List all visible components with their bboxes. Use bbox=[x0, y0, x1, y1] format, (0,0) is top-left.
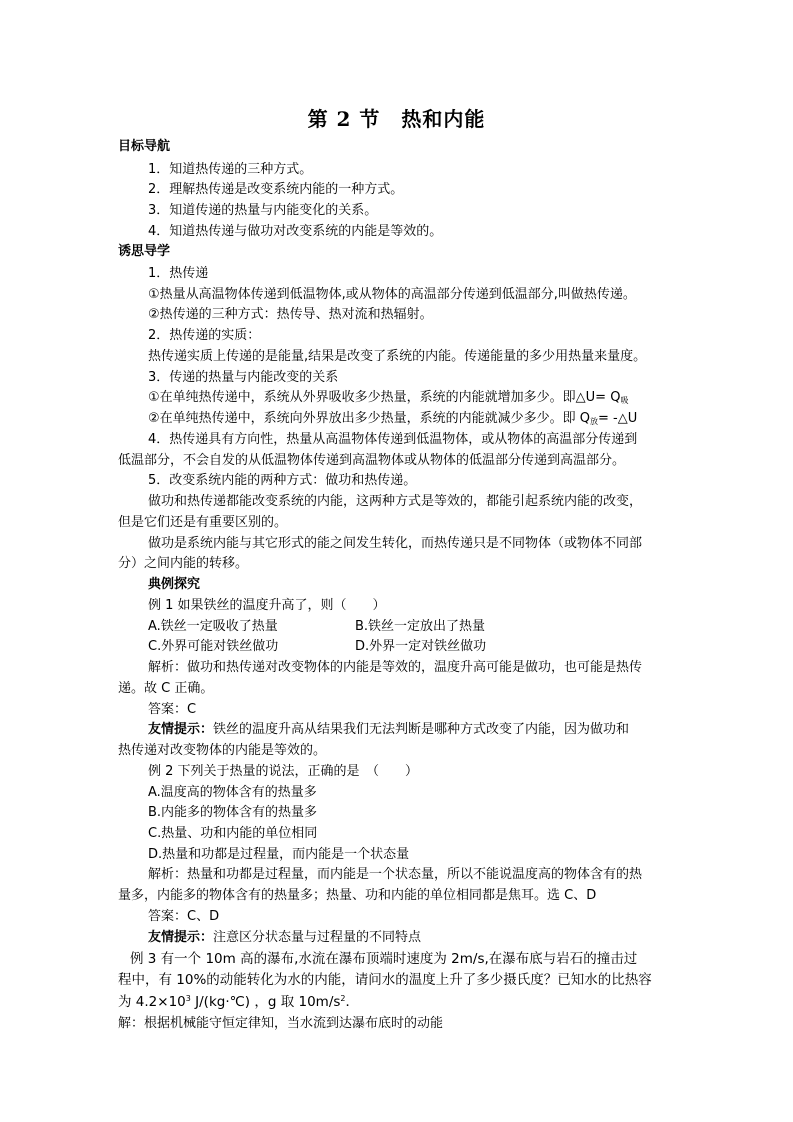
formula-text: 为 4.2×10 bbox=[118, 994, 186, 1010]
option-b: B.铁丝一定放出了热量 bbox=[355, 619, 486, 634]
option-c: C.外界可能对铁丝做功 bbox=[148, 639, 279, 654]
example-question: 程中，有 10%的动能转化为水的内能，请问水的温度上升了多少摄氏度？已知水的比热容 bbox=[118, 972, 652, 988]
option-d: D.外界一定对铁丝做功 bbox=[355, 639, 487, 654]
paragraph: 做功和热传递都能改变系统的内能，这两种方式是等效的，都能引起系统内能的改变， bbox=[148, 494, 643, 509]
example-question bbox=[118, 992, 359, 1012]
tip-text: 注意区分状态量与过程量的不同特点 bbox=[213, 930, 422, 945]
paragraph: 3．传递的热量与内能改变的关系 bbox=[148, 370, 339, 385]
formula-text: J/(kg·℃) ，g 取 10m/s bbox=[190, 994, 341, 1010]
section-heading-goals: 目标导航 bbox=[118, 139, 171, 154]
example-question: 例 2 下列关于热量的说法，正确的是 （ ） bbox=[148, 764, 419, 779]
formula-text: = -△U bbox=[598, 411, 638, 426]
paragraph bbox=[148, 409, 637, 432]
superscript: 3 bbox=[185, 994, 191, 1003]
page-title: 第 2 节 热和内能 bbox=[307, 107, 486, 131]
paragraph: 分）之间内能的转移。 bbox=[118, 556, 249, 571]
solution: 解：根据机械能守恒定律知，当水流到达瀑布底时的动能 bbox=[118, 1016, 444, 1031]
subscript: 吸 bbox=[620, 396, 629, 405]
tip-text: 热传递对改变物体的内能是等效的。 bbox=[118, 743, 327, 758]
tip-text: 铁丝的温度升高从结果我们无法判断是哪种方式改变了内能，因为做功和 bbox=[213, 722, 630, 737]
subscript: 放 bbox=[590, 417, 599, 426]
option-a: A.温度高的物体含有的热量多 bbox=[148, 785, 317, 800]
option-a: A.铁丝一定吸收了热量 bbox=[148, 619, 278, 634]
tip bbox=[148, 928, 421, 948]
goal-item: 3．知道传递的热量与内能变化的关系。 bbox=[148, 203, 378, 218]
superscript: 2 bbox=[340, 994, 346, 1003]
formula-text: ． bbox=[345, 994, 360, 1010]
tip bbox=[148, 720, 629, 740]
option-b: B.内能多的物体含有的热量多 bbox=[148, 805, 318, 820]
answer: 答案：C、D bbox=[148, 909, 220, 924]
example-question: 例 1 如果铁丝的温度升高了，则（ ） bbox=[148, 598, 386, 613]
goal-item: 1．知道热传递的三种方式。 bbox=[148, 162, 313, 177]
paragraph: ①热量从高温物体传递到低温物体,或从物体的高温部分传递到低温部分,叫做热传递。 bbox=[148, 287, 636, 302]
section-heading-examples: 典例探究 bbox=[148, 577, 201, 592]
answer: 答案：C bbox=[148, 702, 197, 717]
paragraph: 但是它们还是有重要区别的。 bbox=[118, 515, 288, 530]
tip-label: 友情提示： bbox=[148, 930, 214, 945]
paragraph: 5．改变系统内能的两种方式：做功和热传递。 bbox=[148, 473, 417, 488]
paragraph: 低温部分，不会自发的从低温物体传递到高温物体或从物体的低温部分传递到高温部分。 bbox=[118, 453, 626, 468]
formula-text: ②在单纯热传递中，系统向外界放出多少热量，系统的内能就减少多少。即 Q bbox=[148, 411, 591, 426]
option-d: D.热量和功都是过程量，而内能是一个状态量 bbox=[148, 847, 410, 862]
analysis: 解析：做功和热传递对改变物体的内能是等效的，温度升高可能是做功，也可能是热传 bbox=[148, 660, 643, 675]
example-question: 例 3 有一个 10m 高的瀑布,水流在瀑布顶端时速度为 2m/s,在瀑布底与岩石的撞击过 bbox=[130, 951, 638, 967]
tip-label: 友情提示： bbox=[148, 722, 214, 737]
section-heading-guide: 诱思导学 bbox=[118, 244, 171, 259]
goal-item: 4．知道热传递与做功对改变系统的内能是等效的。 bbox=[148, 224, 443, 239]
formula-text: ①在单纯热传递中，系统从外界吸收多少热量，系统的内能就增加多少。即△U= Q bbox=[148, 390, 621, 405]
paragraph: 做功是系统内能与其它形式的能之间发生转化，而热传递只是不同物体（或物体不同部 bbox=[148, 536, 643, 551]
paragraph: 4．热传递具有方向性，热量从高温物体传递到低温物体，或从物体的高温部分传递到 bbox=[148, 432, 638, 447]
paragraph: ②热传递的三种方式：热传导、热对流和热辐射。 bbox=[148, 307, 433, 322]
paragraph: 1．热传递 bbox=[148, 266, 209, 281]
analysis: 解析：热量和功都是过程量，而内能是一个状态量，所以不能说温度高的物体含有的热 bbox=[148, 867, 643, 882]
analysis: 递。故 C 正确。 bbox=[118, 681, 214, 696]
paragraph: 热传递实质上传递的是能量,结果是改变了系统的内能。传递能量的多少用热量来量度。 bbox=[148, 349, 647, 364]
goal-item: 2．理解热传递是改变系统内能的一种方式。 bbox=[148, 182, 404, 197]
option-c: C.热量、功和内能的单位相同 bbox=[148, 826, 318, 841]
paragraph: 2．热传递的实质： bbox=[148, 328, 261, 343]
analysis: 量多，内能多的物体含有的热量多；热量、功和内能的单位相同都是焦耳。选 C、D bbox=[118, 888, 597, 903]
paragraph bbox=[148, 388, 628, 411]
